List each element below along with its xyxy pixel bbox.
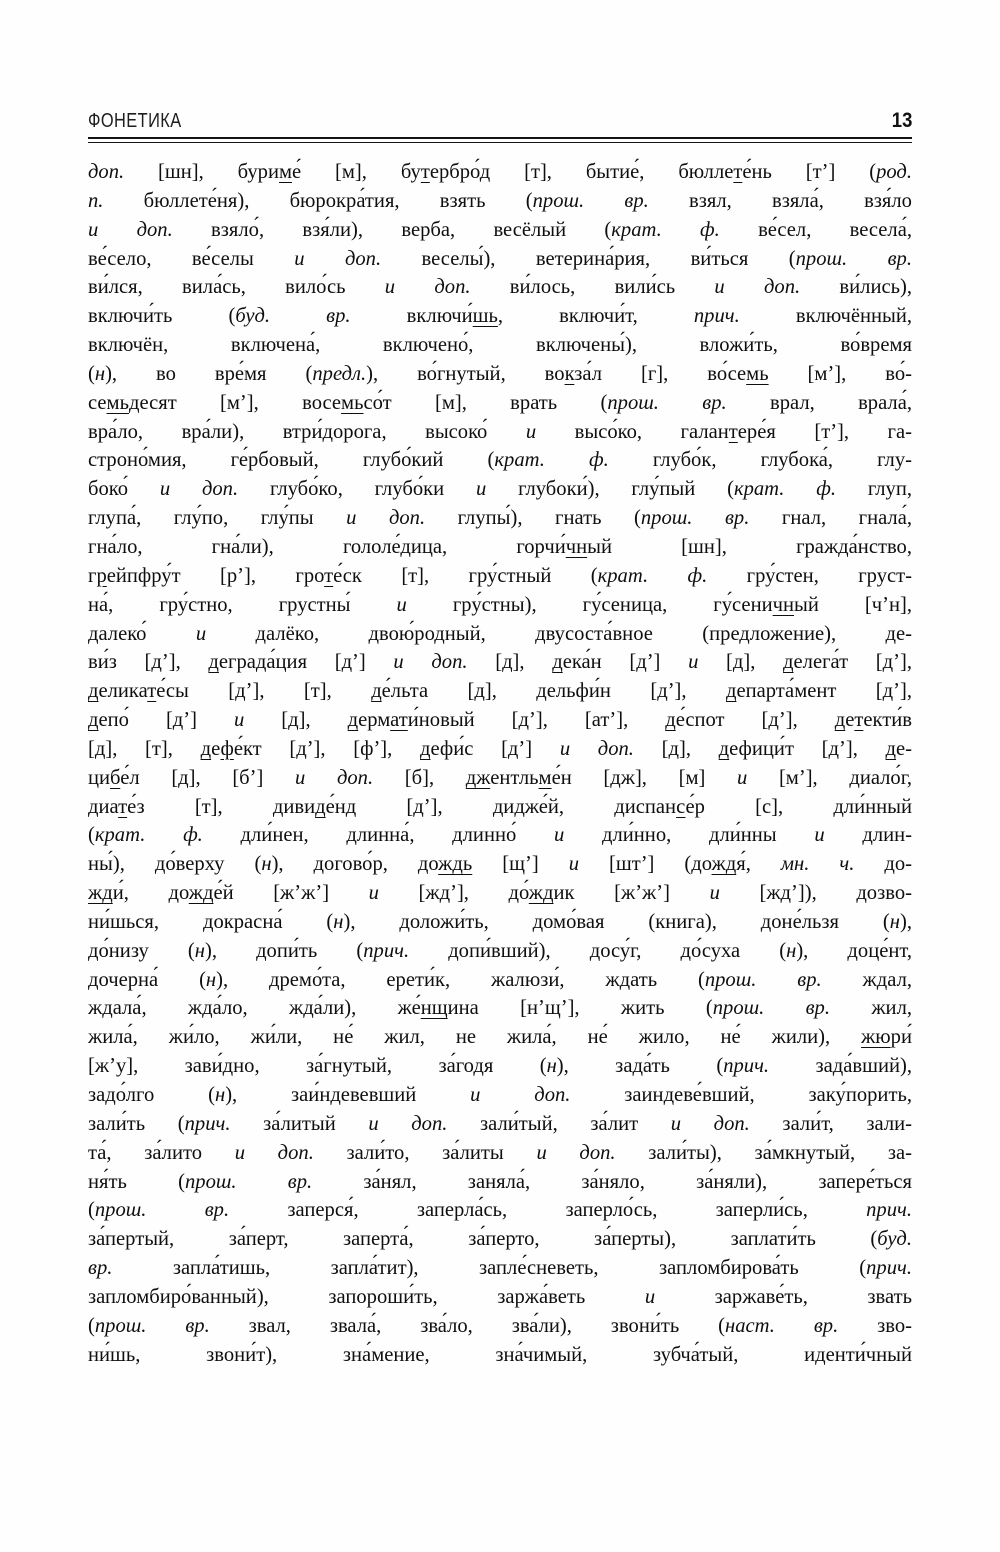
- running-head: [88, 103, 912, 133]
- text-line: грейпфру́т [р’], гроте́ск [т], гру́стный (крат. ф. гру́стен, груст-: [88, 564, 912, 587]
- body-text: [88, 158, 912, 1369]
- text-line: ждала́, жда́ло, жда́ли), же́нщина [н’щ’], жить (прош. вр. жил,: [88, 997, 913, 1020]
- text-line: жди́, дожде́й [ж’ж’] и [жд’], до́ждик [ж’ж’] и [жд’]), дозво-: [88, 882, 912, 905]
- header-rule: [88, 137, 912, 143]
- text-line: вра́ло, вра́ли), втри́дорога, высоко́ и высо́ко, галантере́я [т’], га-: [88, 420, 913, 443]
- text-line: ны́), до́верху (н), догово́р, дождь [щ’] и [шт’] (дождя́, мн. ч. до-: [88, 853, 912, 876]
- text-line: до́низу (н), допи́ть (прич. допи́вший), досу́г, до́суха (н), доце́нт,: [88, 939, 912, 962]
- text-line: п. бюллете́ня), бюрокра́тия, взять (прош. вр. взял, взяла́, взя́ло: [88, 189, 912, 212]
- text-line: ни́шься, докрасна́ (н), доложи́ть, домо́вая (книга), доне́льзя (н),: [88, 910, 912, 933]
- text-line: далеко́ и далёко, двою́родный, двусоста́вное (предложение), де-: [88, 622, 912, 645]
- text-line: (прош. вр. звал, звала́, зва́ло, зва́ли), звони́ть (наст. вр. зво-: [88, 1314, 912, 1337]
- text-line: строно́мия, ге́рбовый, глубо́кий (крат. ф. глубо́к, глубока́, глу-: [88, 449, 912, 472]
- text-line: зали́ть (прич. за́литый и доп. зали́тый, за́лит и доп. зали́т, зали-: [88, 1112, 913, 1135]
- text-line: вр. запла́тишь, запла́тит), запле́сневеть, запломбирова́ть (прич.: [88, 1257, 912, 1280]
- text-line: глупа́, глу́по, глу́пы и доп. глупы́), гнать (прош. вр. гнал, гнала́,: [88, 507, 912, 530]
- text-line: (прош. вр. заперся́, заперла́сь, заперло́сь, заперли́сь, прич.: [88, 1199, 912, 1222]
- page-number: 13: [891, 109, 912, 132]
- section-title: ФОНЕТИКА: [88, 110, 182, 132]
- text-line: семьдесят [м’], восемьсо́т [м], врать (прош. вр. врал, врала́,: [88, 391, 912, 414]
- text-line: включён, включена́, включено́, включены́), вложи́ть, во́время: [88, 334, 912, 357]
- text-line: ве́село, ве́селы и доп. веселы́), ветерина́рия, ви́ться (прош. вр.: [88, 247, 912, 270]
- text-line: [д], [т], дефе́кт [д’], [ф’], дефи́с [д’] и доп. [д], дефици́т [д’], де-: [88, 737, 913, 760]
- text-line: деликате́сы [д’], [т], де́льта [д], дельфи́н [д’], департа́мент [д’],: [88, 680, 912, 703]
- text-line: на́, гру́стно, грустны́ и гру́стны), гу́сеница, гу́сеничный [ч’н],: [88, 593, 912, 616]
- text-line: жила́, жи́ло, жи́ли, не́ жил, не жила́, не́ жило, не́ жили), жюри́: [88, 1026, 912, 1049]
- text-line: депо́ [д’] и [д], дермати́новый [д’], [ат’], де́спот [д’], детекти́в: [88, 709, 912, 732]
- text-line: (н), во вре́мя (предл.), во́гнутый, вокза́л [г], во́семь [м’], во́-: [88, 362, 912, 385]
- text-line: за́пертый, за́перт, заперта́, за́перто, за́перты), заплати́ть (буд.: [88, 1228, 912, 1251]
- text-line: цибе́л [д], [б’] и доп. [б], джентльме́н [дж], [м] и [м’], диало́г,: [88, 766, 913, 789]
- text-line: ви́з [д’], деграда́ция [д’] и доп. [д], дека́н [д’] и [д], делега́т [д’],: [88, 651, 913, 674]
- text-line: доп. [шн], буриме́ [м], бутербро́д [т], бытие́, бюллете́нь [т’] (род.: [88, 161, 912, 183]
- text-line: гна́ло, гна́ли), гололе́дица, горчи́чный [шн], гражда́нство,: [88, 535, 912, 558]
- text-line: (крат. ф. дли́нен, длинна́, длинно́ и дли́нно, дли́нны и длин-: [88, 824, 913, 847]
- text-line: и доп. взяло́, взя́ли), верба, весёлый (крат. ф. ве́сел, весела́,: [88, 218, 912, 241]
- text-line: [ж’у], зави́дно, за́гнутый, за́годя (н), зада́ть (прич. зада́вший),: [88, 1055, 912, 1078]
- text-line: запломбиро́ванный), запороши́ть, заржа́веть и заржаве́ть, звать: [88, 1285, 912, 1308]
- text-line: диате́з [т], дивиде́нд [д’], дидже́й, диспансе́р [с], дли́нный: [88, 795, 912, 818]
- text-line: ня́ть (прош. вр. за́нял, заняла́, за́няло, за́няли), запере́ться: [88, 1170, 912, 1193]
- text-line: ви́лся, вила́сь, вило́сь и доп. ви́лось, вили́сь и доп. ви́лись),: [88, 276, 913, 299]
- text-line: дочерна́ (н), дремо́та, ерети́к, жалюзи́, ждать (прош. вр. ждал,: [88, 968, 912, 991]
- text-line: ни́шь, звони́т), зна́мение, зна́чимый, зубча́тый, иденти́чный: [88, 1343, 912, 1366]
- text-line: боко́ и доп. глубо́ко, глубо́ки и глубоки́), глу́пый (крат. ф. глуп,: [88, 478, 913, 501]
- text-line: та́, за́лито и доп. зали́то, за́литы и доп. зали́ты), за́мкнутый, за-: [88, 1141, 913, 1164]
- text-line: задо́лго (н), заи́ндевевший и доп. заиндеве́вший, заку́порить,: [88, 1084, 912, 1106]
- text-line: включи́ть (буд. вр. включи́шь, включи́т, прич. включённый,: [88, 305, 913, 328]
